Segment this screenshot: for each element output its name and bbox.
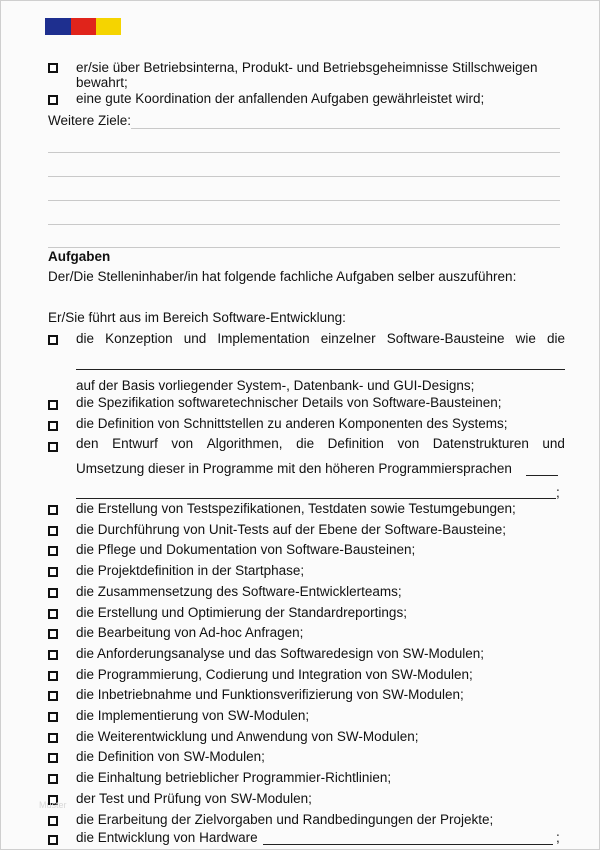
intro-item-text: er/sie über Betriebsinterna, Produkt- und Betriebsgeheimnisse Stillschweigen (76, 60, 538, 75)
checkbox[interactable] (48, 400, 58, 410)
justified-word: einzelner (320, 331, 376, 346)
justified-word: Software-Bausteine (386, 331, 505, 346)
konzeption-line (76, 331, 565, 347)
task-item-text: die Anforderungsanalyse und das Softwaredesign von SW-Modulen; (76, 646, 485, 661)
checkbox[interactable] (48, 609, 58, 619)
hardware-item-text: die Entwicklung von Hardware (76, 830, 258, 845)
justified-word: die (76, 331, 95, 346)
entwurf-line-2: Umsetzung dieser in Programme mit den höheren Programmiersprachen (76, 461, 512, 476)
task-item-text: die Definition von Schnittstellen zu anderen Komponenten des Systems; (76, 416, 508, 431)
checkbox[interactable] (48, 421, 58, 431)
justified-word: den (76, 436, 99, 451)
fill-in-line (263, 844, 553, 845)
task-item-text: die Projektdefinition in der Startphase; (76, 563, 305, 578)
checkbox[interactable] (48, 335, 58, 345)
konzeption-line-2: auf der Basis vorliegender System-, Datenbank- und GUI-Designs; (76, 378, 475, 393)
task-item-text: die Zusammensetzung des Software-Entwicklerteams; (76, 584, 402, 599)
checkbox[interactable] (48, 835, 58, 845)
task-item-text: die Inbetriebnahme und Funktionsverifizierung von SW-Modulen; (76, 687, 464, 702)
justified-word: wie (515, 331, 536, 346)
flag-bar-blue (45, 18, 71, 35)
watermark: Muster (39, 800, 67, 810)
task-item-text: die Weiterentwicklung und Anwendung von SW-Modulen; (76, 729, 419, 744)
aufgaben-subheading: Er/Sie führt aus im Bereich Software-Entwicklung: (48, 310, 346, 325)
task-item-text: der Test und Prüfung von SW-Modulen; (76, 791, 312, 806)
writing-line (48, 200, 560, 201)
fill-in-line (526, 475, 558, 476)
justified-word: von (171, 436, 194, 451)
task-item-text: die Pflege und Dokumentation von Software-Bausteinen; (76, 542, 416, 557)
task-item-text: die Implementierung von SW-Modulen; (76, 708, 310, 723)
checkbox[interactable] (48, 671, 58, 681)
task-item-text: die Erarbeitung der Zielvorgaben und Randbedingungen der Projekte; (76, 812, 494, 827)
checkbox[interactable] (48, 567, 58, 577)
checkbox[interactable] (48, 816, 58, 826)
intro-item-text-cont: bewahrt; (76, 75, 128, 90)
task-item-text: die Einhaltung betrieblicher Programmier-Richtlinien; (76, 770, 392, 785)
checkbox[interactable] (48, 691, 58, 701)
writing-line (131, 128, 560, 129)
fill-in-line (76, 369, 565, 370)
checkbox[interactable] (48, 629, 58, 639)
justified-word: Konzeption (105, 331, 173, 346)
writing-line (48, 247, 560, 248)
checkbox[interactable] (48, 442, 58, 452)
writing-line (48, 176, 560, 177)
justified-word: Implementation (217, 331, 310, 346)
checkbox[interactable] (48, 712, 58, 722)
checkbox[interactable] (48, 733, 58, 743)
task-item-text: die Durchführung von Unit-Tests auf der Ebene der Software-Bausteine; (76, 522, 506, 537)
writing-line (48, 152, 560, 153)
task-item-text: die Programmierung, Codierung und Integration von SW-Modulen; (76, 667, 473, 682)
task-item-text: die Erstellung von Testspezifikationen, Testdaten sowie Testumgebungen; (76, 501, 516, 516)
task-item-text: die Erstellung und Optimierung der Standardreportings; (76, 605, 407, 620)
checkbox[interactable] (48, 526, 58, 536)
justified-word: Algorithmen, (206, 436, 283, 451)
checkbox[interactable] (48, 774, 58, 784)
task-item-text: die Bearbeitung von Ad-hoc Anfragen; (76, 625, 304, 640)
flag-bar-red (71, 18, 96, 35)
justified-word: Datenstrukturen (432, 436, 529, 451)
checkbox[interactable] (48, 650, 58, 660)
checkbox[interactable] (48, 95, 58, 105)
justified-word: die (296, 436, 315, 451)
justified-word: und (542, 436, 565, 451)
task-item-text: die Spezifikation softwaretechnischer Details von Software-Bausteinen; (76, 395, 502, 410)
justified-word: die (546, 331, 565, 346)
writing-line (48, 224, 560, 225)
entwurf-suffix: ; (556, 485, 560, 500)
entwurf-line (76, 436, 565, 452)
justified-word: und (183, 331, 207, 346)
task-item-text: die Definition von SW-Modulen; (76, 749, 265, 764)
checkbox[interactable] (48, 753, 58, 763)
weitere-ziele-label: Weitere Ziele: (48, 113, 132, 128)
checkbox[interactable] (48, 63, 58, 73)
checkbox[interactable] (48, 505, 58, 515)
justified-word: Entwurf (112, 436, 158, 451)
checkbox[interactable] (48, 588, 58, 598)
hardware-suffix: ; (556, 830, 560, 845)
intro-item-text: eine gute Koordination der anfallenden Aufgaben gewährleistet wird; (76, 91, 485, 106)
justified-word: Definition (327, 436, 384, 451)
flag-bar-yellow (96, 18, 121, 35)
justified-word: von (397, 436, 420, 451)
fill-in-line (76, 498, 556, 499)
aufgaben-heading: Aufgaben (48, 249, 111, 264)
aufgaben-intro: Der/Die Stelleninhaber/in hat folgende fachliche Aufgaben selber auszuführen: (48, 269, 517, 284)
checkbox[interactable] (48, 546, 58, 556)
